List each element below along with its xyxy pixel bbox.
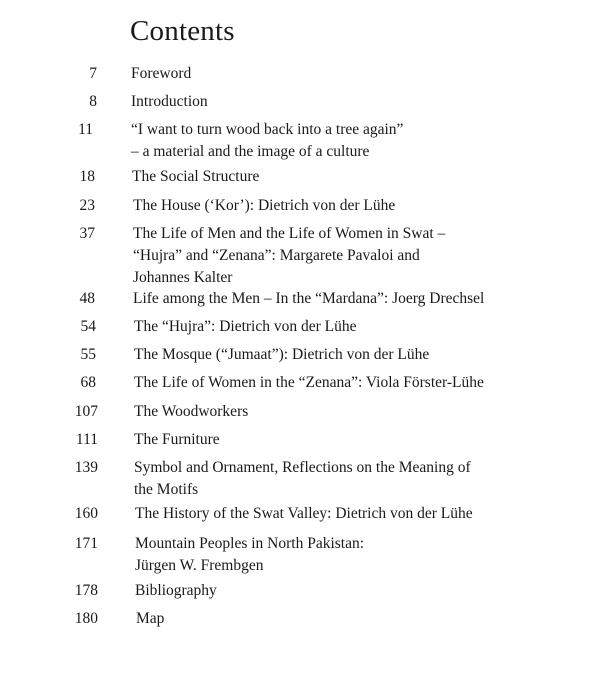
toc-page-number: 23 [79,197,95,214]
toc-page-number: 160 [74,505,98,522]
toc-page-number: 18 [79,168,95,185]
toc-entry-title [134,372,484,394]
toc-entry-title [131,63,191,85]
toc-page-number: 111 [75,431,98,448]
page-title: Contents [130,15,235,47]
toc-page-number: 37 [79,225,95,242]
toc-entry-line: Bibliography [135,582,217,599]
toc-page-number: 139 [74,459,98,476]
toc-entry-line: Foreword [131,65,192,82]
toc-entry-title [131,91,208,113]
toc-entry-line: the Motifs [134,481,199,498]
toc-entry-line: Mountain Peoples in North Pakistan: [135,535,365,552]
toc-entry-title [134,457,471,501]
toc-page-number: 11 [78,121,93,138]
toc-page-number: 54 [80,318,96,335]
toc-entry-line: Map [136,610,165,627]
toc-entry-line: The Life of Women in the “Zenana”: Viola Förster-Lühe [134,374,484,391]
toc-page-number: 178 [74,582,98,599]
toc-page-number: 8 [89,93,97,110]
toc-entry-line: Jürgen W. Frembgen [135,557,264,574]
toc-entry-title [135,503,473,525]
toc-page-number: 68 [80,374,96,391]
toc-entry-line: The “Hujra”: Dietrich von der Lühe [134,318,357,335]
toc-entry-line: The Woodworkers [134,403,249,420]
toc-page-number: 107 [74,403,98,420]
toc-entry-title [132,166,259,188]
toc-page-number: 48 [79,290,95,307]
toc-page-number: 171 [74,535,98,552]
toc-entry-line: “I want to turn wood back into a tree again” [131,121,404,138]
toc-page-number: 7 [89,65,97,82]
toc-entry-title [134,316,357,338]
toc-entry-line: The House (‘Kor’): Dietrich von der Lühe [133,197,396,214]
toc-entry-title [133,288,484,310]
toc-entry-title [135,580,217,602]
toc-page-number: 55 [80,346,96,363]
toc-entry-line: Life among the Men – In the “Mardana”: Joerg Drechsel [133,290,485,307]
toc-entry-title [131,119,403,163]
toc-page-number: 180 [74,610,98,627]
toc-entry-line: Symbol and Ornament, Reflections on the Meaning of [134,459,471,476]
toc-entry-line: The Life of Men and the Life of Women in Swat – [133,225,446,242]
toc-entry-title [136,608,164,630]
toc-entry-line: “Hujra” and “Zenana”: Margarete Pavaloi and [133,247,420,264]
toc-entry-line: The Social Structure [132,168,260,185]
toc-entry-line: Johannes Kalter [133,269,233,286]
toc-entry-line: – a material and the image of a culture [131,143,370,160]
toc-entry-title [133,223,445,289]
toc-entry-title [134,401,248,423]
toc-entry-title [133,195,395,217]
toc-entry-title [134,344,429,366]
toc-entry-line: The Furniture [134,431,220,448]
toc-entry-line: The Mosque (“Jumaat”): Dietrich von der Lühe [134,346,430,363]
toc-entry-title [134,429,220,451]
toc-entry-line: Introduction [131,93,208,110]
toc-entry-title [135,533,364,577]
toc-entry-line: The History of the Swat Valley: Dietrich von der Lühe [135,505,473,522]
